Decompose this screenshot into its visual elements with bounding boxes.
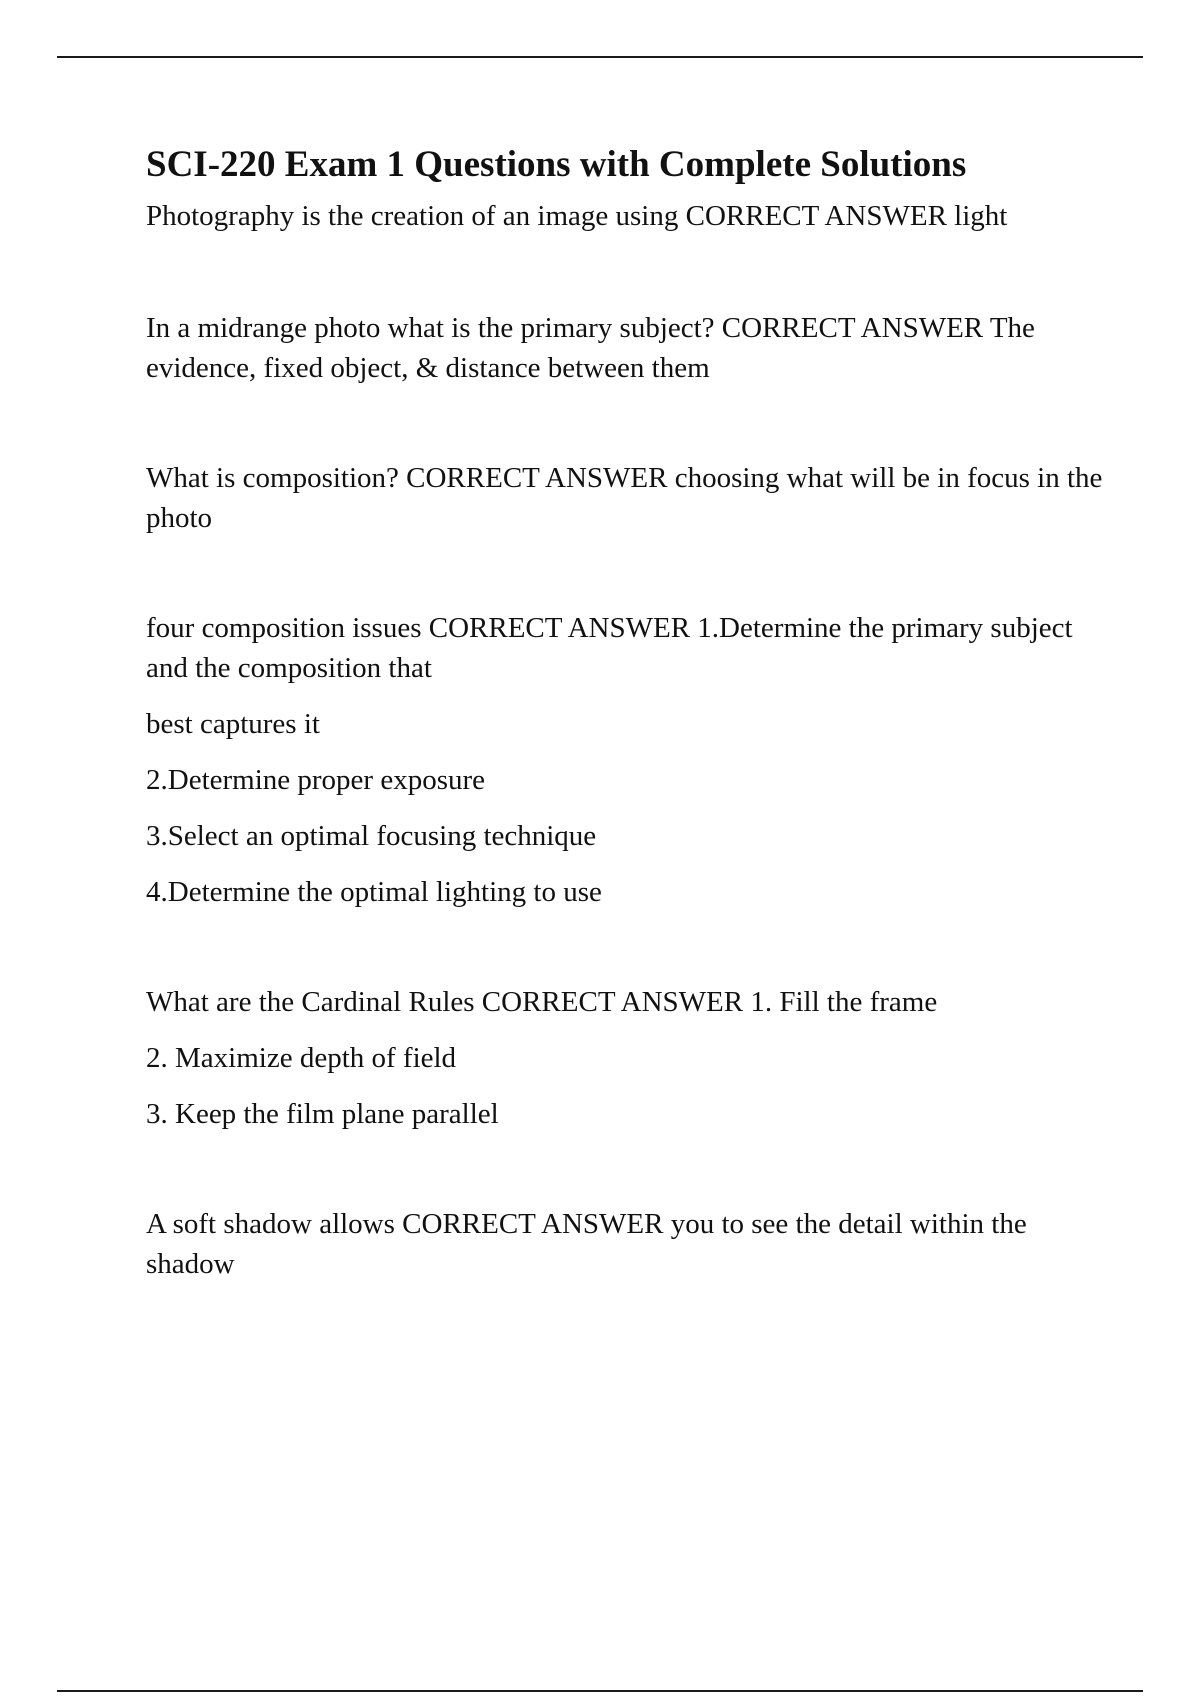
qa-text: Photography is the creation of an image using CORRECT ANSWER light [146, 200, 1008, 232]
qa-text: A soft shadow allows CORRECT ANSWER you to see the detail within the shadow [146, 1208, 1027, 1280]
header-rule [57, 56, 1143, 58]
footer-rule [57, 1690, 1143, 1692]
qa-continuation-line: 4.Determine the optimal lighting to use [146, 876, 602, 908]
qa-item [146, 196, 1106, 236]
page-title: SCI-220 Exam 1 Questions with Complete Solutions [146, 144, 967, 185]
qa-continuation-line: 2.Determine proper exposure [146, 764, 486, 796]
qa-continuation-line: 2. Maximize depth of field [146, 1042, 457, 1074]
qa-text: In a midrange photo what is the primary subject? CORRECT ANSWER The evidence, fixed object, & distance between them [146, 312, 1035, 384]
qa-text: What is composition? CORRECT ANSWER choosing what will be in focus in the photo [146, 462, 1103, 534]
qa-continuation-line: 3. Keep the film plane parallel [146, 1098, 499, 1130]
qa-item [146, 982, 1106, 1134]
qa-item [146, 1204, 1106, 1284]
document-body [146, 142, 1106, 1354]
qa-text: What are the Cardinal Rules CORRECT ANSWER 1. Fill the frame [146, 986, 938, 1018]
qa-item [146, 308, 1106, 388]
qa-text: four composition issues CORRECT ANSWER 1.Determine the primary subject and the composition that [146, 612, 1073, 684]
qa-continuation-line: best captures it [146, 708, 320, 740]
qa-item [146, 458, 1106, 538]
qa-continuation-line: 3.Select an optimal focusing technique [146, 820, 597, 852]
qa-item [146, 608, 1106, 912]
